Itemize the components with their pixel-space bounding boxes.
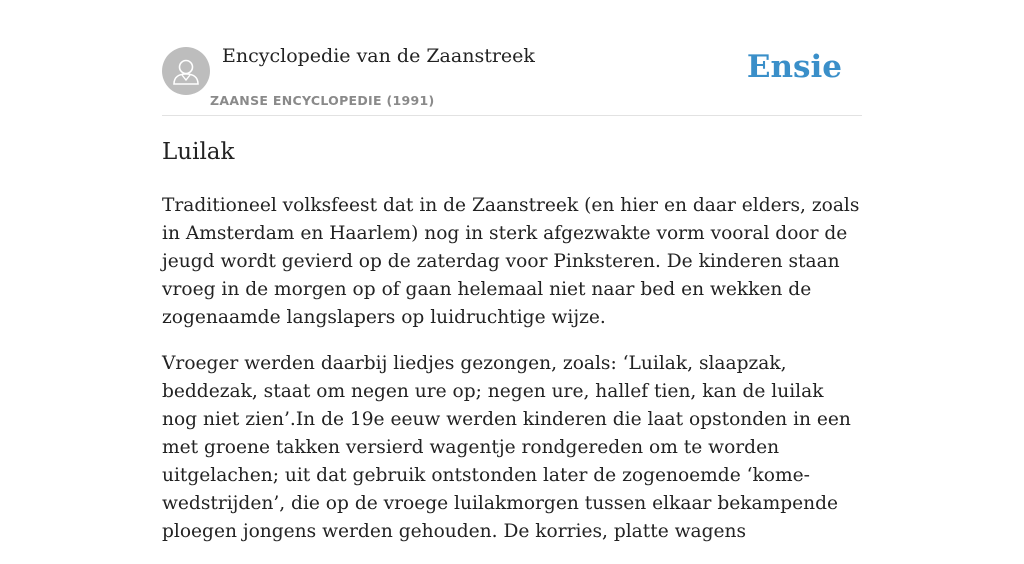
article-paragraph: Vroeger werden daarbij liedjes gezongen, zoals: ‘Luilak, slaapzak, beddezak, staat om negen ure op; negen ure, hallef tien, kan de luilak nog niet zien’.In de 19e eeuw werden kinderen die laat opstonden in een met groene takken versierd wagentje rondgereden om te worden uitgelachen; uit dat gebruik ontstonden later de zogenoemde ‘kome-wedstrijden’, die op de vroege luilakmorgen tussen elkaar bekampende ploegen jongens werden gehouden. De korries, platte wagens	[162, 353, 851, 542]
user-icon	[162, 47, 210, 95]
source-avatar[interactable]	[162, 47, 210, 95]
article-body	[162, 192, 864, 564]
ensie-logo[interactable]: Ensie	[746, 49, 842, 85]
page-container	[162, 0, 862, 542]
source-subtitle[interactable]: ZAANSE ENCYCLOPEDIE (1991)	[210, 93, 435, 108]
source-title[interactable]: Encyclopedie van de Zaanstreek	[222, 45, 535, 67]
article-title: Luilak	[162, 139, 235, 165]
article-paragraph: Traditioneel volksfeest dat in de Zaanstreek (en hier en daar elders, zoals in Amsterdam en Haarlem) nog in sterk afgezwakte vorm vooral door de jeugd wordt gevierd op de zaterdag voor Pinksteren. De kinderen staan vroeg in de morgen op of gaan helemaal niet naar bed en wekken de zogenaamde langslapers op luidruchtige wijze.	[162, 195, 860, 328]
source-header	[162, 0, 862, 116]
